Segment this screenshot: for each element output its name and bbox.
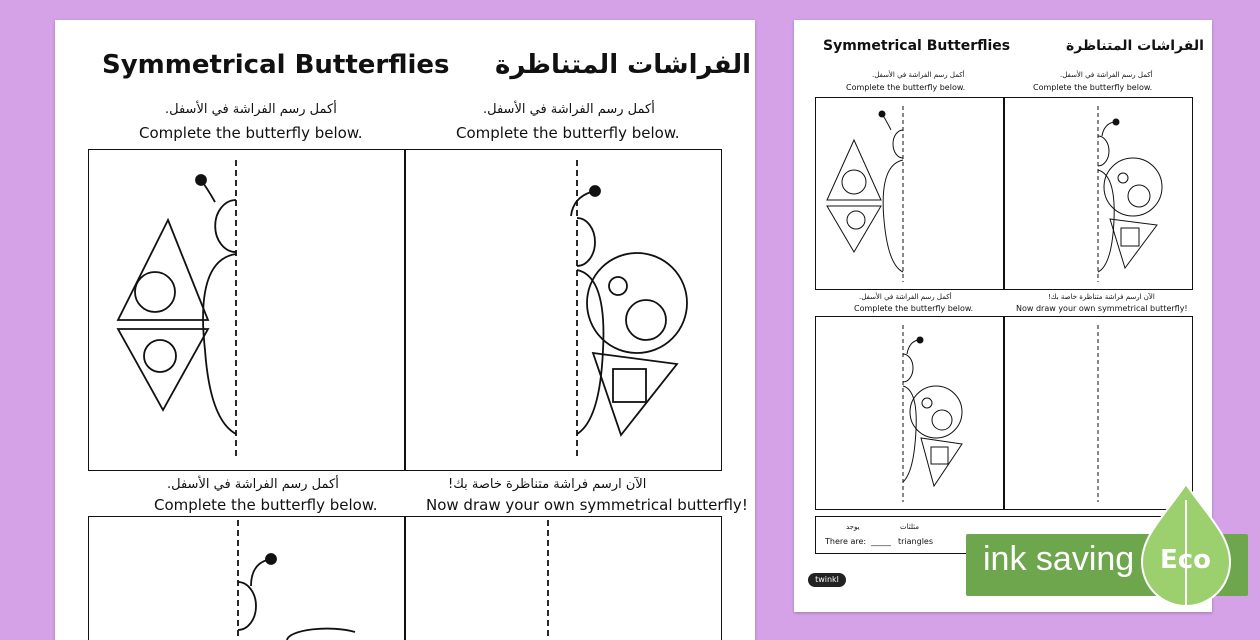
wing-circle-partial-3 xyxy=(287,629,355,640)
preview-instruction-en-3: Complete the butterfly below. xyxy=(854,304,974,313)
preview-title-english: Symmetrical Butterflies xyxy=(823,38,1011,54)
eco-label: Eco xyxy=(1160,545,1212,575)
preview-shape-en: triangles xyxy=(898,537,934,546)
preview-title-arabic: الفراشات المتناظرة xyxy=(1066,38,1204,54)
preview-instruction-ar-1: أكمل رسم الفراشة في الأسفل. xyxy=(872,71,965,79)
preview-own-ar: الآن ارسم فراشة متناظرة خاصة بك! xyxy=(1048,293,1155,301)
preview-count-label-ar: يوجد xyxy=(846,523,860,531)
title-arabic: الفراشات المتناظرة xyxy=(495,50,752,80)
preview-count-label-en: There are: xyxy=(825,537,867,546)
twinkl-logo: twinkl xyxy=(808,573,846,587)
instruction-arabic-3: أكمل رسم الفراشة في الأسفل. xyxy=(167,477,339,492)
instruction-english-3: Complete the butterfly below. xyxy=(154,496,378,514)
preview-instruction-en-2: Complete the butterfly below. xyxy=(1033,83,1153,92)
instruction-english-2: Complete the butterfly below. xyxy=(456,124,680,142)
preview-blank: _____ xyxy=(871,537,891,546)
own-butterfly-english: Now draw your own symmetrical butterfly! xyxy=(426,496,748,514)
preview-own-en: Now draw your own symmetrical butterfly! xyxy=(1016,304,1188,313)
preview-shape-ar: مثلثات xyxy=(900,523,920,531)
ink-saving-label: ink saving xyxy=(983,540,1135,578)
instruction-english-1: Complete the butterfly below. xyxy=(139,124,363,142)
preview-instruction-ar-3: أكمل رسم الفراشة في الأسفل. xyxy=(859,293,952,301)
own-butterfly-arabic: الآن ارسم فراشة متناظرة خاصة بك! xyxy=(448,477,647,492)
preview-instruction-ar-2: أكمل رسم الفراشة في الأسفل. xyxy=(1060,71,1153,79)
instruction-arabic-2: أكمل رسم الفراشة في الأسفل. xyxy=(483,102,655,117)
title-english: Symmetrical Butterflies xyxy=(102,50,450,80)
preview-instruction-en-1: Complete the butterfly below. xyxy=(846,83,966,92)
instruction-arabic-1: أكمل رسم الفراشة في الأسفل. xyxy=(165,102,337,117)
